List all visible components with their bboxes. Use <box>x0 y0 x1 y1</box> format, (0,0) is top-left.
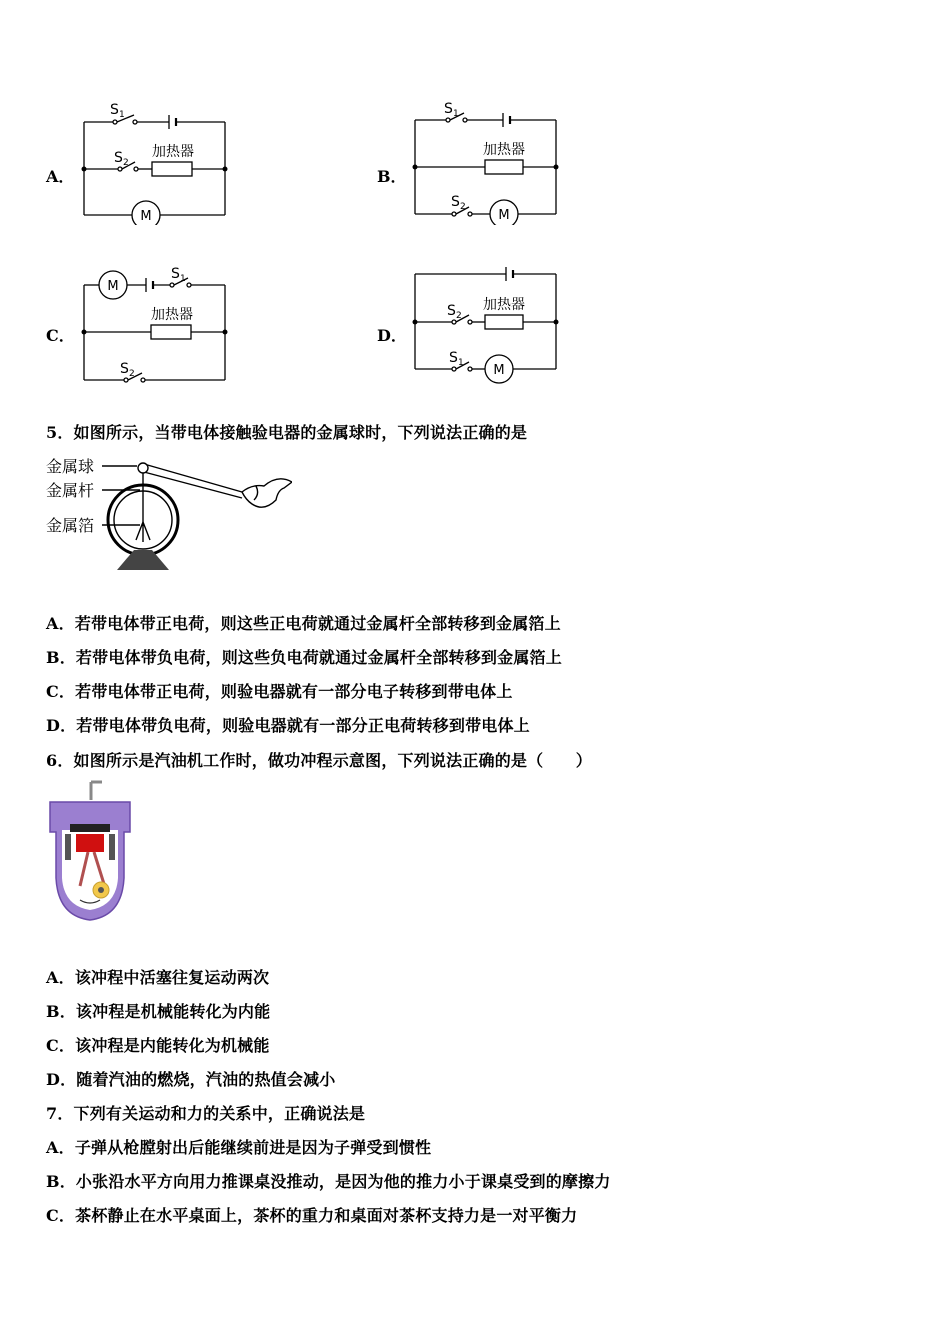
motor-label: M <box>498 208 510 223</box>
question-5-option-d: D．若带电体带负电荷，则验电器就有一部分正电荷转移到带电体上 <box>46 716 530 735</box>
metal-rod-label: 金属杆 <box>46 481 95 500</box>
question-5-stem: 5．如图所示，当带电体接触验电器的金属球时，下列说法正确的是 <box>46 423 528 442</box>
question-5-option-a: A．若带电体带正电荷，则这些正电荷就通过金属杆全部转移到金属箔上 <box>46 614 561 633</box>
s1-label-sub: 1 <box>458 358 464 368</box>
question-7-stem: 7．下列有关运动和力的关系中，正确说法是 <box>46 1104 366 1123</box>
question-5-option-b: B．若带电体带负电荷，则这些负电荷就通过金属杆全部转移到金属箔上 <box>46 648 562 667</box>
option-a-letter: A． <box>46 167 75 186</box>
metal-foil-label: 金属箔 <box>46 516 95 535</box>
s1-label-sub: 1 <box>119 110 125 120</box>
question-6-option-a: A．该冲程中活塞往复运动两次 <box>46 968 270 987</box>
s1-label: S <box>171 266 180 282</box>
circuit-diagram-c <box>78 262 238 387</box>
s2-label: S <box>120 361 129 377</box>
circuit-diagram-d <box>408 262 568 387</box>
option-b-letter: B． <box>377 167 407 186</box>
heater-label: 加热器 <box>152 144 194 160</box>
s2-label-sub: 2 <box>129 369 135 379</box>
option-c-letter: C． <box>46 326 75 345</box>
question-6-option-d: D．随着汽油的燃烧，汽油的热值会减小 <box>46 1070 336 1089</box>
circuit-diagram-b <box>408 100 568 225</box>
heater-label: 加热器 <box>151 307 193 323</box>
motor-label: M <box>107 279 119 294</box>
question-5-option-c: C．若带电体带正电荷，则验电器就有一部分电子转移到带电体上 <box>46 682 513 701</box>
question-6-stem: 6．如图所示是汽油机工作时，做功冲程示意图，下列说法正确的是（ ） <box>46 751 592 770</box>
metal-ball-label: 金属球 <box>46 457 95 476</box>
s1-label-sub: 1 <box>453 109 459 119</box>
s2-label: S <box>114 150 123 166</box>
question-7-option-b: B．小张沿水平方向用力推课桌没推动，是因为他的推力小于课桌受到的摩擦力 <box>46 1172 611 1191</box>
motor-label: M <box>140 209 152 224</box>
s1-label: S <box>444 101 453 117</box>
heater-label: 加热器 <box>483 142 525 158</box>
electroscope-figure <box>42 450 292 580</box>
heater-label: 加热器 <box>483 297 525 313</box>
s1-label: S <box>449 350 458 366</box>
question-6-option-b: B．该冲程是机械能转化为内能 <box>46 1002 271 1021</box>
engine-stroke-figure <box>44 780 136 925</box>
s2-label: S <box>447 303 456 319</box>
motor-label: M <box>493 363 505 378</box>
question-7-option-c: C．茶杯静止在水平桌面上，茶杯的重力和桌面对茶杯支持力是一对平衡力 <box>46 1206 578 1225</box>
question-7-option-a: A．子弹从枪膛射出后能继续前进是因为子弹受到惯性 <box>46 1138 432 1157</box>
s1-label: S <box>110 102 119 118</box>
question-6-option-c: C．该冲程是内能转化为机械能 <box>46 1036 270 1055</box>
option-d-letter: D． <box>377 326 407 345</box>
s2-label-sub: 2 <box>456 311 462 321</box>
s2-label-sub: 2 <box>460 202 466 212</box>
circuit-diagram-a <box>78 100 238 225</box>
s2-label-sub: 2 <box>123 158 129 168</box>
s1-label-sub: 1 <box>180 274 186 284</box>
s2-label: S <box>451 194 460 210</box>
